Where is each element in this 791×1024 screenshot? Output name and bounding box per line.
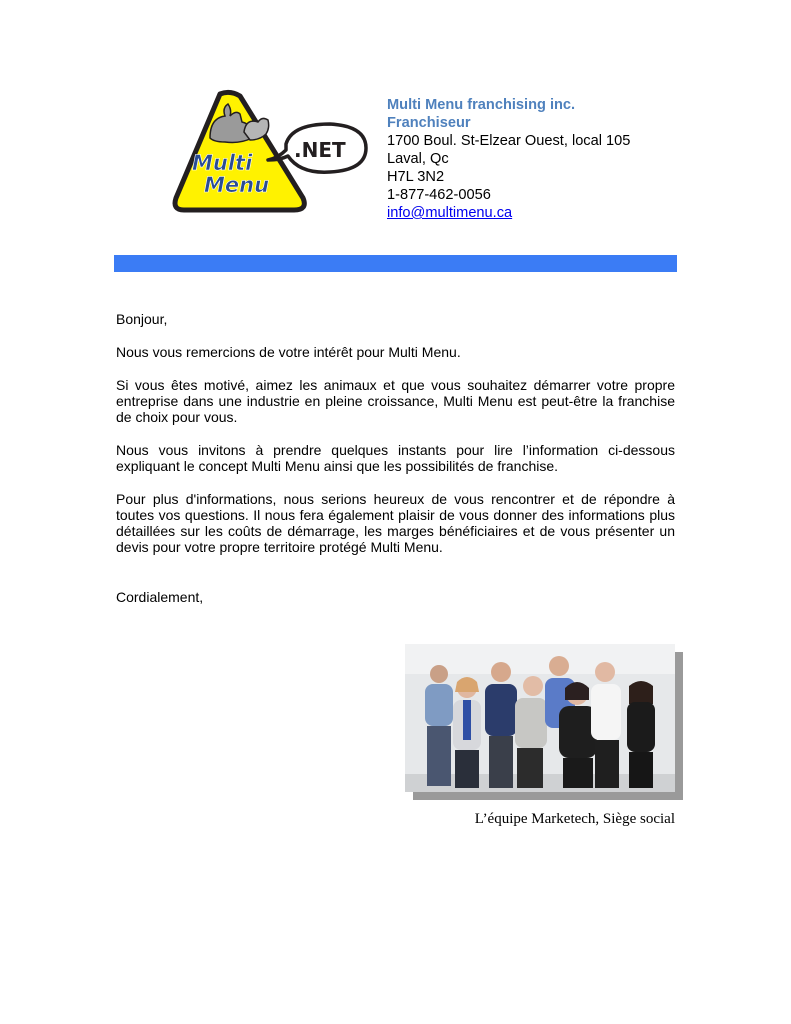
team-photo-image (405, 644, 675, 792)
letter-paragraph: Nous vous invitons à prendre quelques instants pour lire l’information ci-dessous expliquant le concept Multi Menu ainsi que les possibilités de franchise. (116, 442, 675, 474)
company-name: Multi Menu franchising inc. (387, 97, 576, 113)
photo-caption: L’équipe Marketech, Siège social (474, 811, 675, 827)
letter-greeting: Bonjour, (116, 311, 168, 327)
letter-closing: Cordialement, (116, 589, 204, 605)
company-role: Franchiseur (387, 115, 471, 131)
address-line-1: 1700 Boul. St-Elzear Ouest, local 105 (387, 133, 631, 149)
team-photo (405, 644, 675, 792)
team-photo-frame (405, 644, 675, 792)
address-line-2: Laval, Qc (387, 151, 449, 167)
multi-menu-logo-icon (170, 88, 370, 218)
letter-paragraph: Nous vous remercions de votre intérêt pour Multi Menu. (116, 344, 461, 360)
logo-text-multi: Multi (192, 151, 253, 175)
postal-code: H7L 3N2 (387, 169, 445, 185)
company-info (387, 96, 687, 222)
letter-body (116, 311, 675, 622)
logo-text-menu: Menu (204, 173, 270, 197)
email-link[interactable]: info@multimenu.ca (387, 205, 513, 221)
letter-paragraph: Pour plus d'informations, nous serions heureux de vous rencontrer et de répondre à toutes vos questions. Il nous fera également plaisir de vous donner des informations plus détaillées sur les coûts de démarrage, les marges bénéficiaires et de vous présenter un devis pour votre propre territoire protégé Multi Menu. (116, 491, 675, 555)
phone-number: 1-877-462-0056 (387, 187, 491, 203)
accent-bar (114, 255, 677, 272)
logo-badge-net: .NET (294, 138, 346, 162)
multi-menu-logo (170, 88, 370, 218)
letter-paragraph: Si vous êtes motivé, aimez les animaux et que vous souhaitez démarrer votre propre entreprise dans une industrie en pleine croissance, Multi Menu est peut-être la franchise de choix pour vous. (116, 377, 675, 425)
